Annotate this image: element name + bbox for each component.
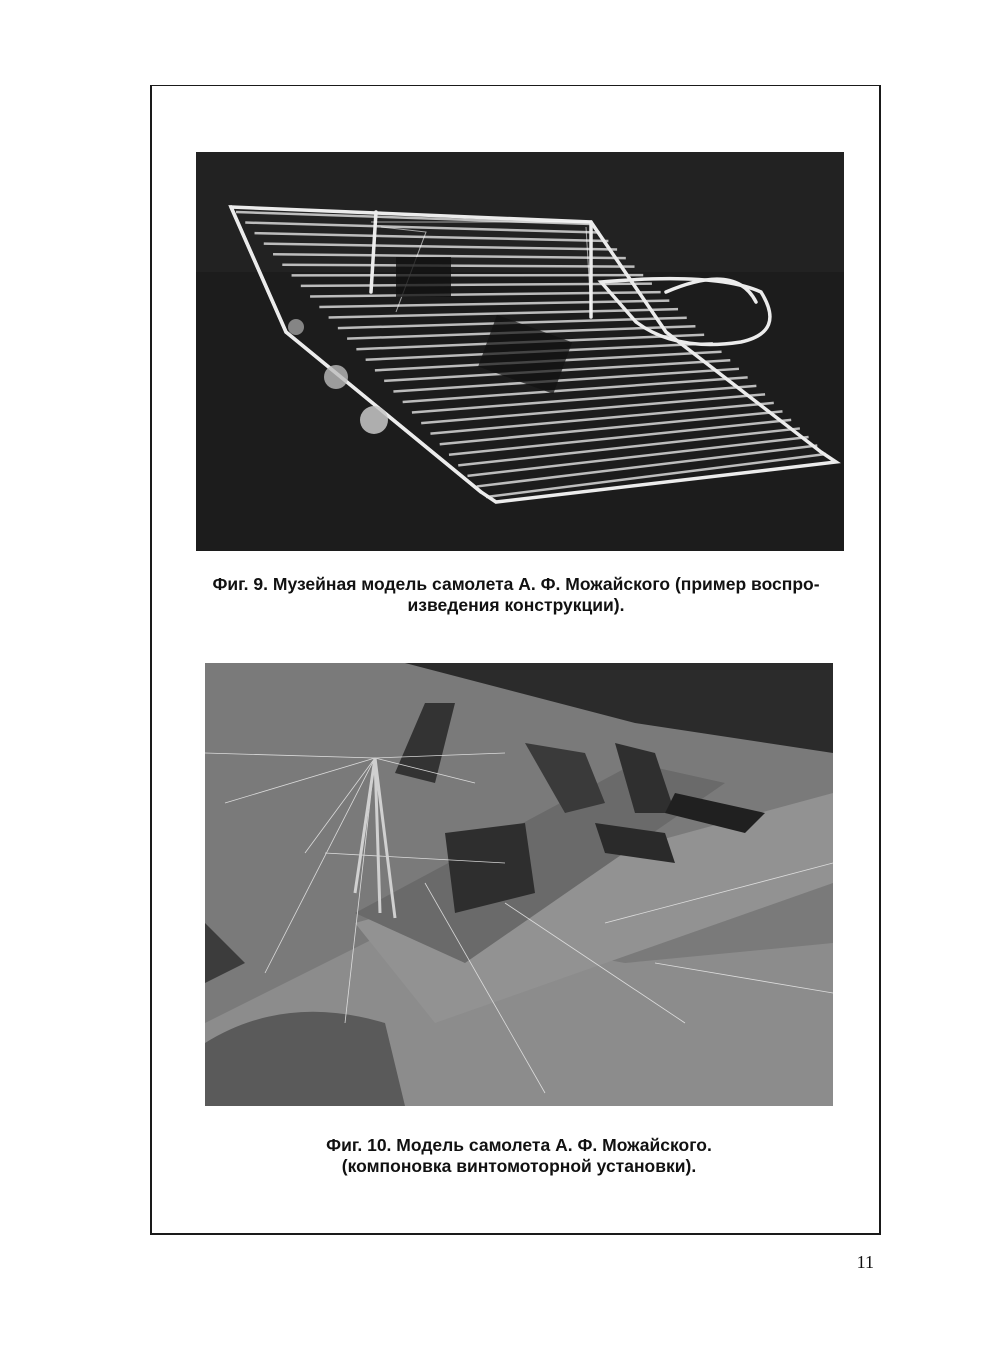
figure-9-caption-line-2: изведения конструкции). bbox=[407, 595, 625, 615]
figure-9-caption bbox=[196, 574, 836, 616]
figure-9-caption-line-1: Фиг. 9. Музейная модель самолета А. Ф. Можайского (пример воспро- bbox=[212, 574, 820, 594]
propeller-installation-model-image bbox=[205, 663, 833, 1106]
page-number: 11 bbox=[856, 1252, 874, 1272]
figure-10-caption-line-2: (компоновка винтомоторной установки). bbox=[341, 1156, 697, 1176]
figure-10-caption-line-1: Фиг. 10. Модель самолета А. Ф. Можайского. bbox=[326, 1135, 712, 1155]
figure-9-photo bbox=[196, 152, 844, 551]
wing-frame-model-image bbox=[196, 152, 844, 551]
figure-10-photo bbox=[205, 663, 833, 1106]
figure-10-caption bbox=[205, 1135, 833, 1177]
